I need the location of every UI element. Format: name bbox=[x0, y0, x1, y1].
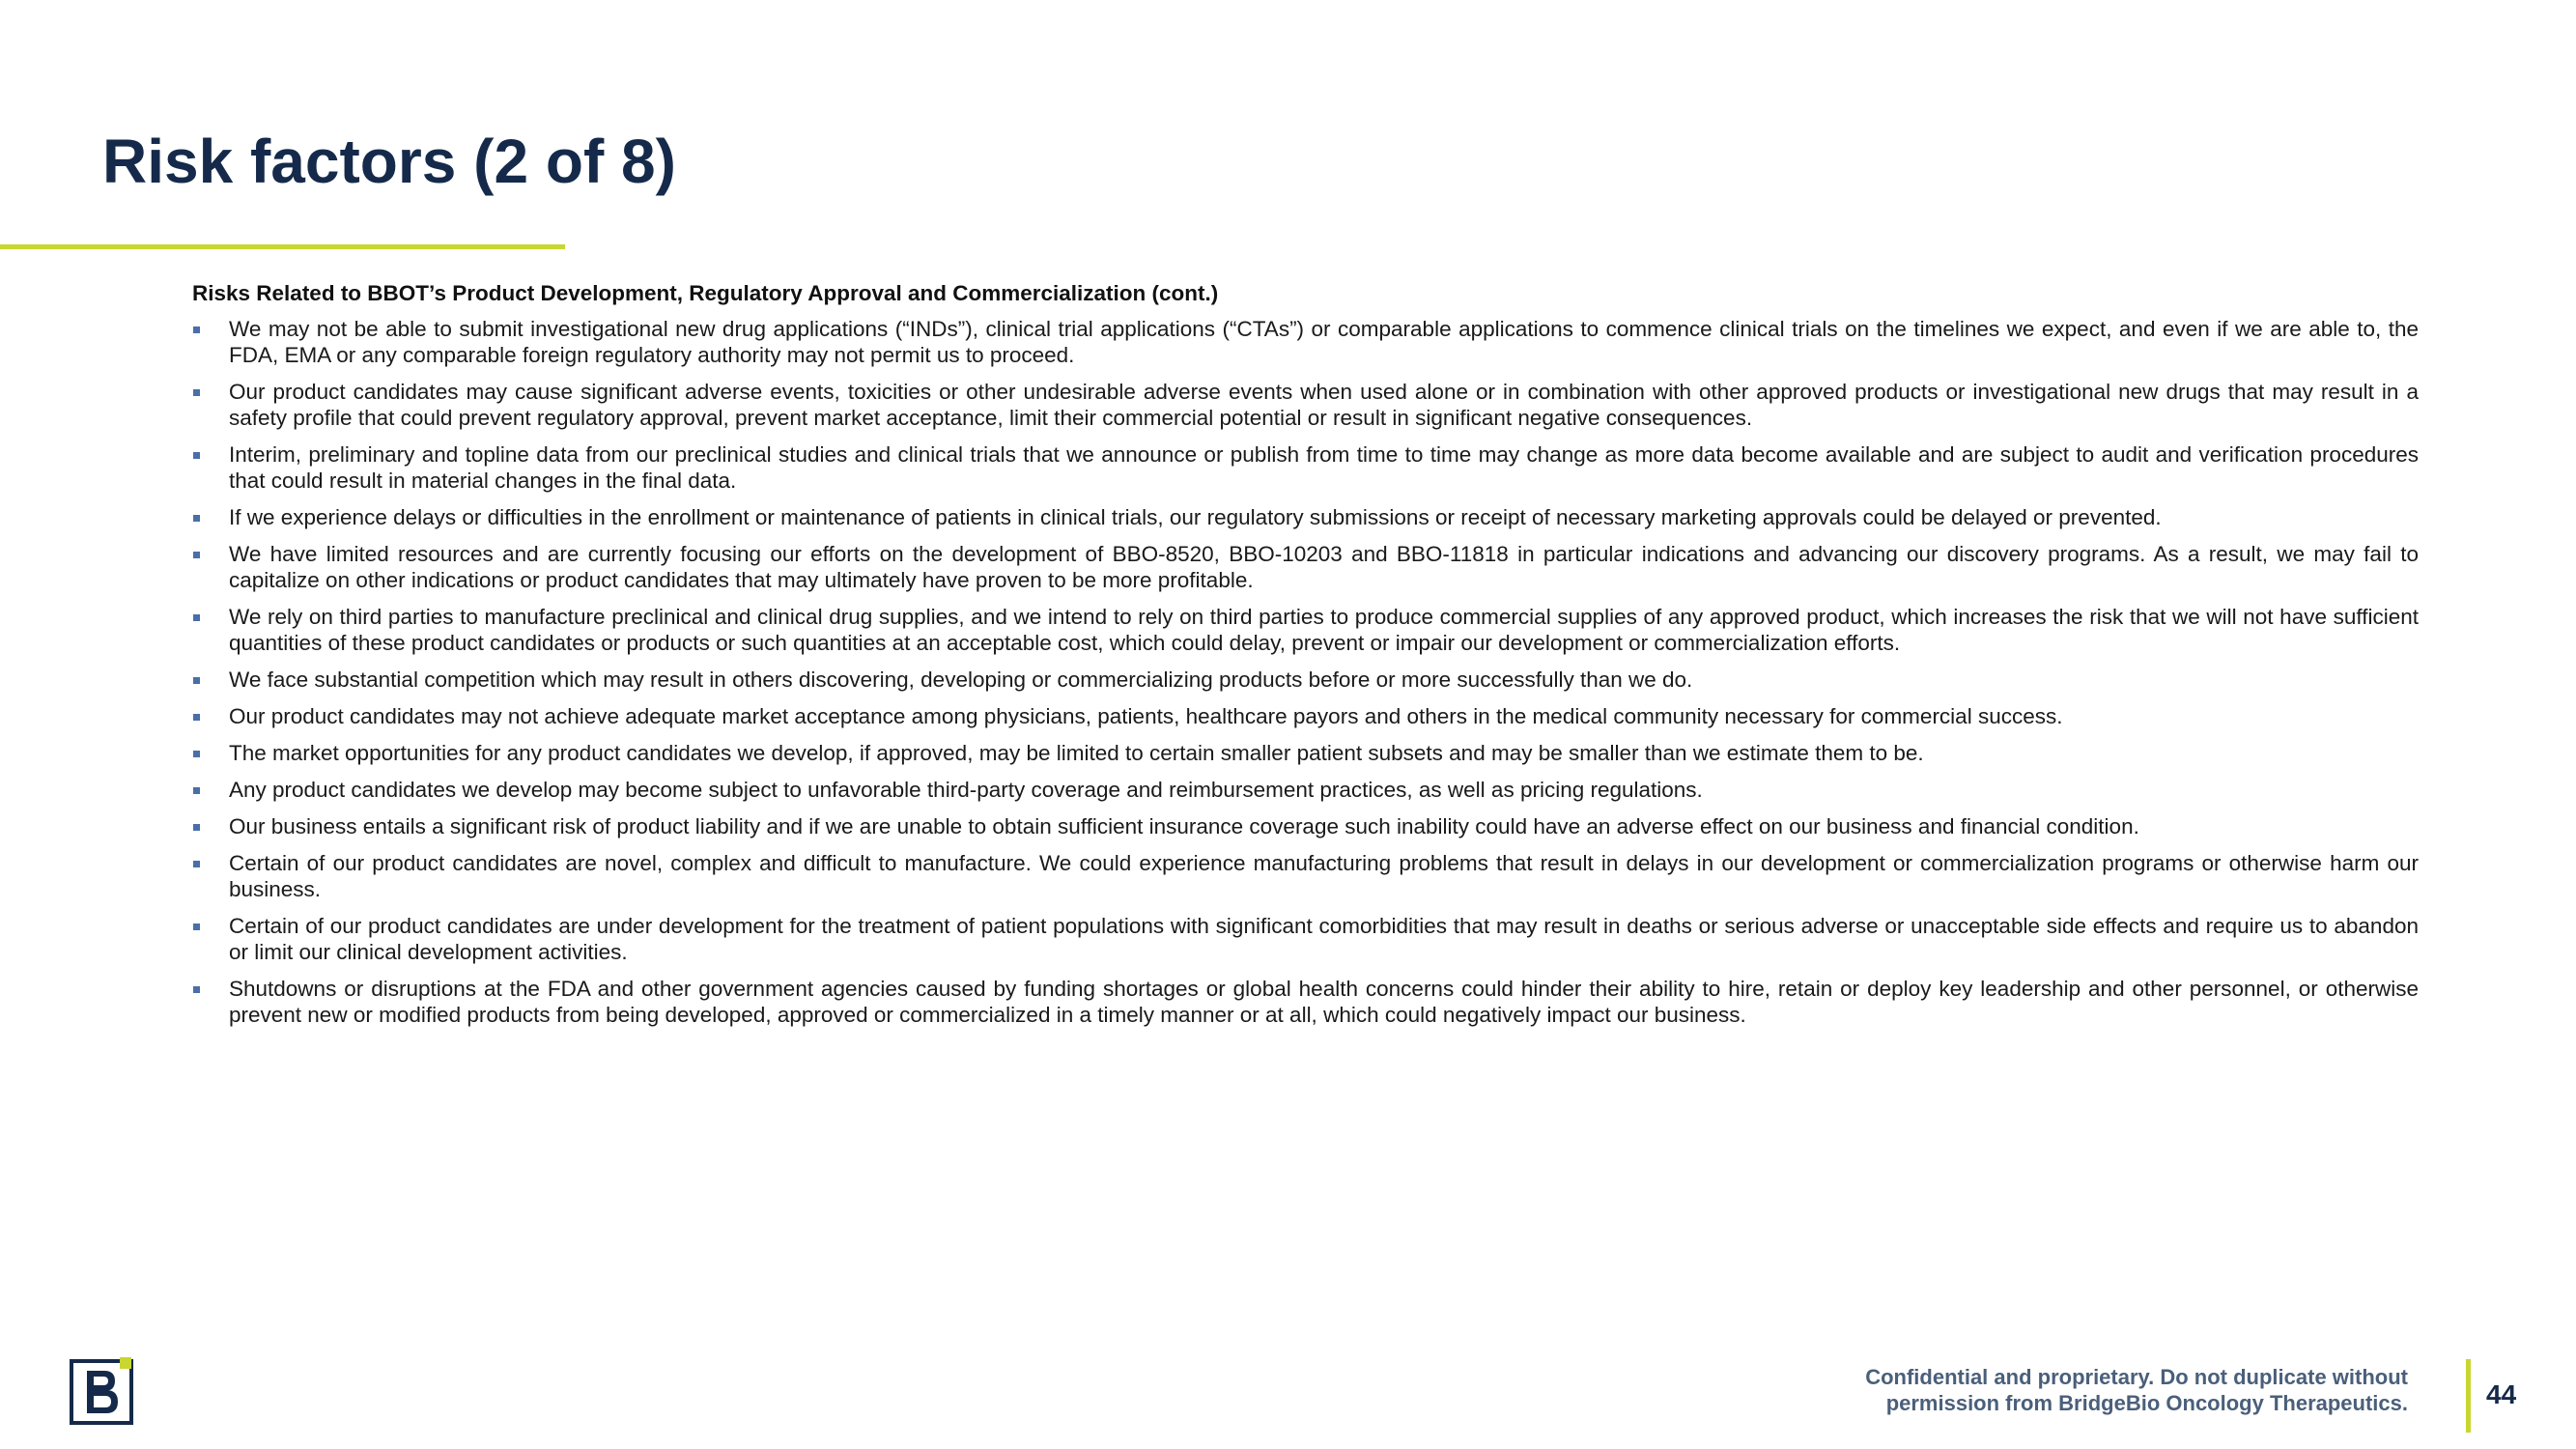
risk-item-text: If we experience delays or difficulties in the enrollment or maintenance of patients in clinical trials, our regulatory submissions or receipt of necessary marketing approvals could be delayed or prevented. bbox=[229, 505, 2162, 529]
risk-item-text: Certain of our product candidates are under development for the treatment of patient populations with significant comorbidities that may result in deaths or serious adverse or unacceptable side effects and require us to abandon or limit our clinical development activities. bbox=[229, 914, 2419, 964]
risk-item bbox=[192, 541, 2419, 593]
page-number: 44 bbox=[2486, 1379, 2517, 1409]
risk-item bbox=[192, 703, 2419, 729]
risk-item-text: Interim, preliminary and topline data from our preclinical studies and clinical trials that we announce or publish from time to time may change as more data become available and are subject to audit and verification procedures that could result in material changes in the final data. bbox=[229, 442, 2419, 493]
risk-item-text: We rely on third parties to manufacture preclinical and clinical drug supplies, and we intend to rely on third parties to produce commercial supplies of any approved product, which increases the risk that we will not have sufficient quantities of these product candidates or products or such quantities at an acceptable cost, which could delay, prevent or impair our development or commercialization efforts. bbox=[229, 605, 2419, 655]
risk-item-text: The market opportunities for any product candidates we develop, if approved, may be limited to certain smaller patient subsets and may be smaller than we estimate them to be. bbox=[229, 741, 1924, 765]
risk-item-text: We may not be able to submit investigational new drug applications (“INDs”), clinical trial applications (“CTAs”) or comparable applications to commence clinical trials on the timelines we expect, and even if we are able to, the FDA, EMA or any comparable foreign regulatory authority may not permit us to proceed. bbox=[229, 317, 2419, 367]
square-bullet-icon bbox=[193, 614, 200, 621]
square-bullet-icon bbox=[193, 389, 200, 396]
risk-item bbox=[192, 813, 2419, 839]
square-bullet-icon bbox=[193, 714, 200, 721]
square-bullet-icon bbox=[193, 515, 200, 522]
risk-item-text: Any product candidates we develop may become subject to unfavorable third-party coverage and reimbursement practices, as well as pricing regulations. bbox=[229, 778, 1703, 802]
risk-section bbox=[192, 280, 2419, 1038]
bridgebio-b-logo-icon bbox=[70, 1357, 135, 1425]
risk-item-text: Certain of our product candidates are novel, complex and difficult to manufacture. We could experience manufacturing problems that result in delays in our development or commercialization programs or otherwise harm our business. bbox=[229, 851, 2419, 901]
risk-item-text: We have limited resources and are currently focusing our efforts on the development of BBO-8520, BBO-10203 and BBO-11818 in particular indications and advancing our discovery programs. As a result, we may fail to capitalize on other indications or product candidates that may ultimately have proven to be more profitable. bbox=[229, 542, 2419, 592]
square-bullet-icon bbox=[193, 923, 200, 930]
slide-title: Risk factors (2 of 8) bbox=[102, 127, 676, 196]
footer-divider bbox=[2466, 1359, 2471, 1433]
confidentiality-notice bbox=[1539, 1364, 2408, 1416]
square-bullet-icon bbox=[193, 452, 200, 459]
risk-item bbox=[192, 504, 2419, 530]
square-bullet-icon bbox=[193, 677, 200, 684]
risk-item bbox=[192, 316, 2419, 368]
risk-item-text: Our product candidates may cause significant adverse events, toxicities or other undesirable adverse events when used alone or in combination with other approved products or investigational new drugs that may result in a safety profile that could prevent regulatory approval, prevent market acceptance, limit their commercial potential or result in significant negative consequences. bbox=[229, 380, 2419, 430]
square-bullet-icon bbox=[193, 861, 200, 867]
risk-item-text: Our business entails a significant risk of product liability and if we are unable to obtain sufficient insurance coverage such inability could have an adverse effect on our business and financial condition. bbox=[229, 814, 2139, 838]
square-bullet-icon bbox=[193, 824, 200, 831]
section-heading: Risks Related to BBOT’s Product Development, Regulatory Approval and Commercialization (cont.) bbox=[192, 281, 1219, 305]
risk-item bbox=[192, 976, 2419, 1028]
square-bullet-icon bbox=[193, 327, 200, 333]
square-bullet-icon bbox=[193, 751, 200, 757]
risk-item bbox=[192, 913, 2419, 965]
square-bullet-icon bbox=[193, 986, 200, 993]
risk-item bbox=[192, 604, 2419, 656]
risk-item bbox=[192, 850, 2419, 902]
confidentiality-line-2: permission from BridgeBio Oncology Therapeutics. bbox=[1885, 1391, 2408, 1415]
square-bullet-icon bbox=[193, 787, 200, 794]
square-bullet-icon bbox=[193, 552, 200, 558]
risk-item-text: Our product candidates may not achieve adequate market acceptance among physicians, patients, healthcare payors and others in the medical community necessary for commercial success. bbox=[229, 704, 2063, 728]
risk-item-text: Shutdowns or disruptions at the FDA and other government agencies caused by funding shortages or global health concerns could hinder their ability to hire, retain or deploy key leadership and other personnel, or otherwise prevent new or modified products from being developed, approved or commercialized in a timely manner or at all, which could negatively impact our business. bbox=[229, 977, 2419, 1027]
risk-item bbox=[192, 740, 2419, 766]
risk-item bbox=[192, 667, 2419, 693]
risk-item bbox=[192, 379, 2419, 431]
title-accent-line bbox=[0, 244, 565, 249]
risk-item bbox=[192, 441, 2419, 494]
confidentiality-line-1: Confidential and proprietary. Do not duplicate without bbox=[1865, 1365, 2408, 1389]
risk-item-text: We face substantial competition which may result in others discovering, developing or commercializing products before or more successfully than we do. bbox=[229, 668, 1693, 692]
risk-list bbox=[192, 316, 2419, 1028]
risk-item bbox=[192, 777, 2419, 803]
